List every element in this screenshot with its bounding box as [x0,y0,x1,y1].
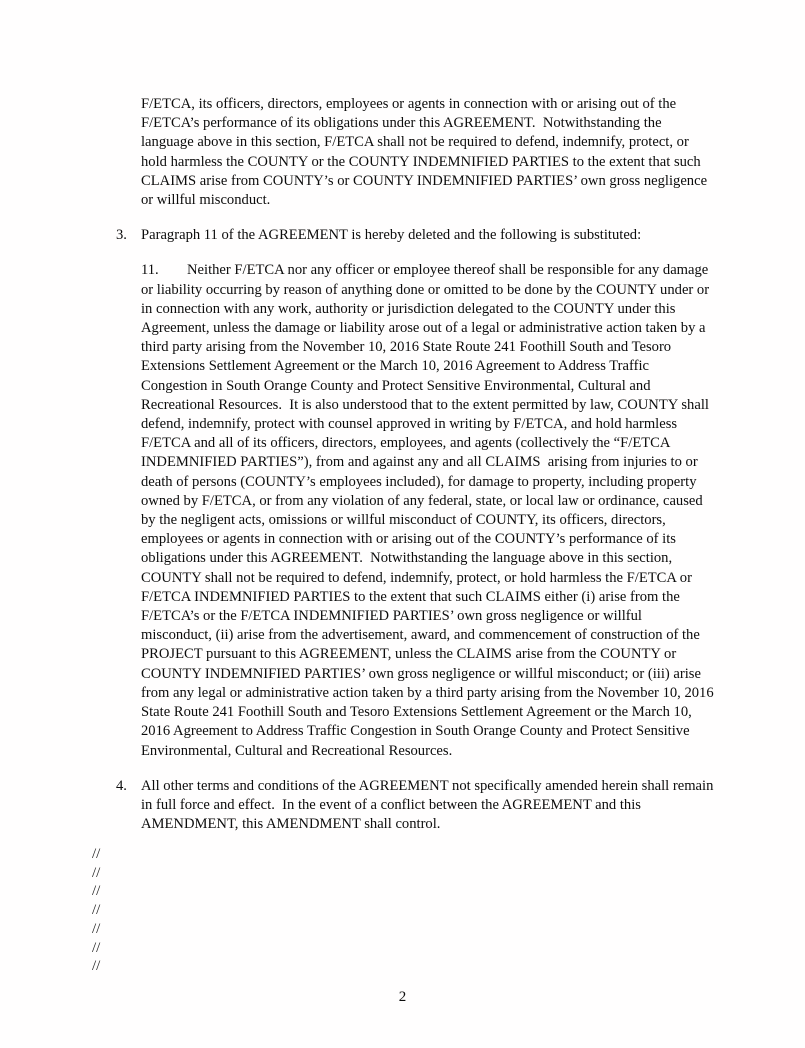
numbered-item-4 [116,777,718,835]
continuation-marks [92,845,100,976]
item-4-number: 4. [116,777,127,794]
page-number: 2 [398,988,407,1005]
continuation-mark: // [92,958,101,975]
item-3-number: 3. [116,227,127,244]
item-4-text: All other terms and conditions of the AGREEMENT not specifically amended herein shall remain in full force and effect. In the event of a conflict between the AGREEMENT and this AMENDMENT, this AMENDMENT shall control. [141,777,718,833]
continuation-mark: // [92,920,101,937]
continuation-mark: // [92,939,101,956]
document-body [116,95,718,850]
continuation-mark: // [92,846,101,862]
item-3-text: Paragraph 11 of the AGREEMENT is hereby deleted and the following is substituted: [141,227,642,244]
substituted-paragraph-11 [141,261,718,760]
numbered-item-3 [116,226,714,245]
paragraph-11-text: Neither F/ETCA nor any officer or employee thereof shall be responsible for any damage or liability occurring by reason of anything done or omitted to be done by the COUNTY under or in connection with any work, authority or jurisdiction delegated to the COUNTY under this Agreement, unless the damage or liability arose out of a legal or administrative action taken by a third party arising from the November 10, 2016 State Route 241 Foothill South and Tesoro Extensions Settlement Agreement or the March 10, 2016 Agreement to Address Traffic Congestion in South Orange County and Protect Sensitive Environmental, Cultural and Recreational Resources. It is also understood that to the extent permitted by law, COUNTY shall defend, indemnify, protect with counsel approved in writing by F/ETCA, and hold harmless F/ETCA and all of its officers, directors, employees, and agents (collectively the “F/ETCA INDEMNIFIED PARTIES”), from and against any and all CLAIMS arising from injuries to or death of persons (COUNTY’s employees included), for damage to property, including property owned by F/ETCA, or from any violation of any federal, state, or local law or ordinance, caused by the negligent acts, omissions or willful misconduct of COUNTY, its officers, directors, employees or agents in connection with or arising out of the COUNTY’s performance of its obligations under this AGREEMENT. Notwithstanding the language above in this section, COUNTY shall not be required to defend, indemnify, protect, or hold harmless the F/ETCA or F/ETCA INDEMNIFIED PARTIES to the extent that such CLAIMS either (i) arise from the F/ETCA’s or the F/ETCA INDEMNIFIED PARTIES’ own gross negligence or willful misconduct, (ii) arise from the advertisement, award, and commencement of construction of the PROJECT pursuant to this AGREEMENT, unless the CLAIMS arise from the COUNTY or COUNTY INDEMNIFIED PARTIES’ own gross negligence or willful misconduct; or (iii) arise from any legal or administrative action taken by a third party arising from the November 10, 2016 State Route 241 Foothill South and Tesoro Extensions Settlement Agreement or the March 10, 2016 Agreement to Address Traffic Congestion in South Orange County and Protect Sensitive Environmental, Cultural and Recreational Resources. [141,262,718,759]
paragraph-11-number: 11. [141,262,159,279]
continuation-mark: // [92,883,101,900]
continuation-mark: // [92,864,101,881]
intro-paragraph: F/ETCA, its officers, directors, employees or agents in connection with or arising out of the F/ETCA’s performance of its obligations under this AGREEMENT. Notwithstanding the language above in this section, F/ETCA shall not be required to defend, indemnify, protect, or hold harmless the COUNTY or the COUNTY INDEMNIFIED PARTIES to the extent that such CLAIMS arise from COUNTY’s or COUNTY INDEMNIFIED PARTIES’ own gross negligence or willful misconduct. [141,96,711,209]
continuation-mark: // [92,902,101,919]
